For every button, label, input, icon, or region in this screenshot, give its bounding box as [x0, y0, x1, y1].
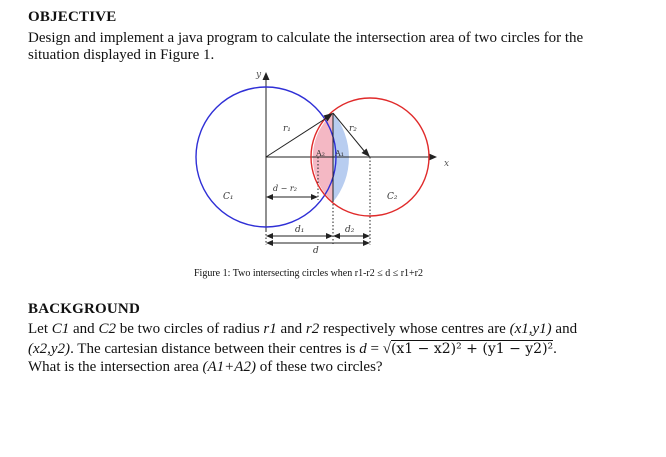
d2-arrow-left — [333, 233, 340, 239]
y-axis-label: y — [256, 70, 262, 80]
d2-label: d₂ — [345, 225, 355, 235]
x-axis-label: x — [444, 159, 450, 169]
a1-label: A₁ — [335, 149, 344, 158]
distance-formula: (x1 − x2)² + (y1 − y2)² — [390, 341, 554, 357]
background-heading: BACKGROUND — [28, 301, 141, 317]
c1-label: C₁ — [223, 192, 234, 202]
figure-caption: Figure 1: Two intersecting circles when r1-r2 ≤ d ≤ r1+r2 — [194, 268, 424, 279]
d-minus-r2-arrow-right — [311, 194, 318, 200]
x-axis-arrow — [429, 154, 437, 161]
d-minus-r2-arrow-left — [266, 194, 273, 200]
d1-arrow-left — [266, 233, 273, 239]
objective-heading: OBJECTIVE — [28, 9, 117, 25]
r1-label: r₁ — [283, 124, 291, 134]
r2-label: r₂ — [349, 124, 357, 134]
c2-label: C₂ — [387, 192, 398, 202]
objective-line-2: situation displayed in Figure 1. — [28, 47, 215, 63]
sqrt-symbol: √ — [382, 341, 391, 357]
d-minus-r2-label: d − r₂ — [273, 184, 297, 193]
d-arrow-left — [266, 240, 273, 246]
background-line-3: What is the intersection area (A1+A2) of these two circles? — [28, 359, 383, 375]
d-arrow-right — [363, 240, 370, 246]
d2-arrow-right — [363, 233, 370, 239]
d-label: d — [313, 246, 319, 256]
d1-label: d₁ — [295, 225, 305, 235]
d1-arrow-right — [326, 233, 333, 239]
background-line-2: (x2,y2). The cartesian distance between their centres is d = √(x1 − x2)² + (y1 − y2)². — [28, 341, 557, 357]
a2-label: A₂ — [316, 149, 325, 158]
objective-line-1: Design and implement a java program to calculate the intersection area of two circles for the — [28, 30, 584, 46]
background-line-1: Let C1 and C2 be two circles of radius r1 and r2 respectively whose centres are (x1,y1) and — [28, 321, 578, 337]
y-axis-arrow — [263, 72, 270, 80]
